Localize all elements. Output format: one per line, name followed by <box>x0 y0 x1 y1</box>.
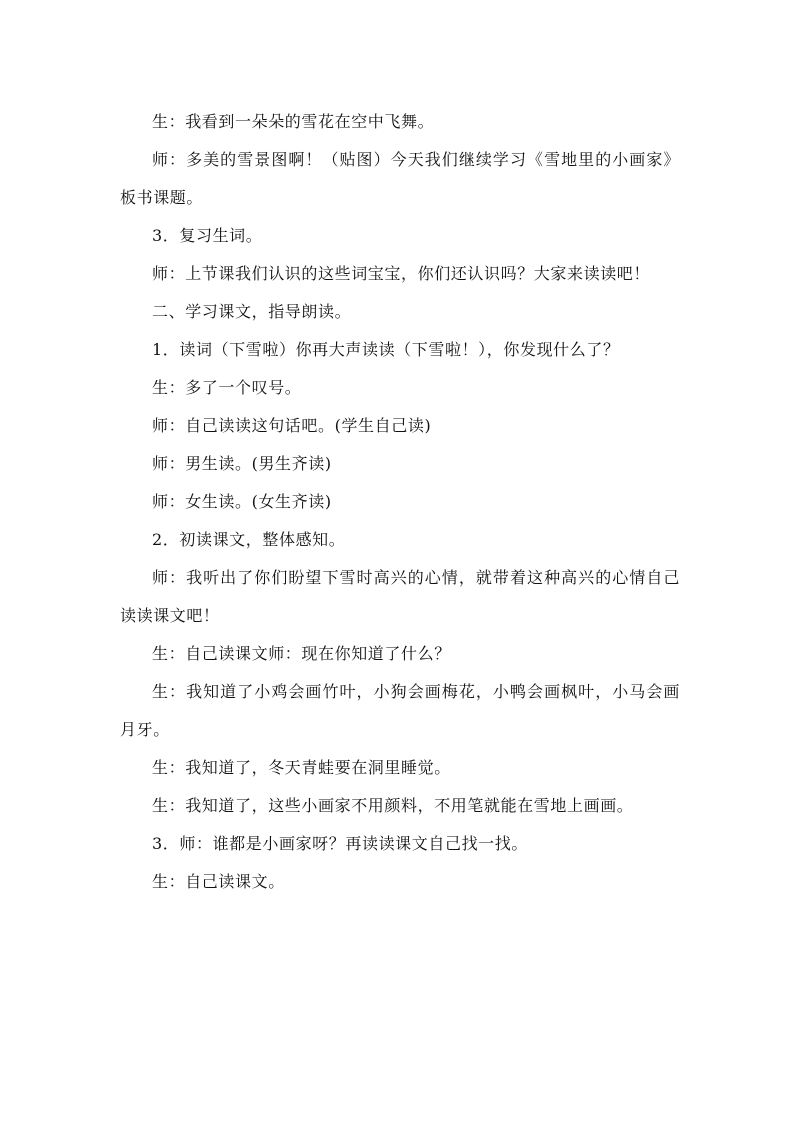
paragraph: 师：多美的雪景图啊！（贴图）今天我们继续学习《雪地里的小画家》板书课题。 <box>120 150 680 207</box>
paragraph: 生：多了一个叹号。 <box>152 378 302 397</box>
paragraph: 生：我看到一朵朵的雪花在空中飞舞。 <box>152 112 435 131</box>
paragraph: 师：女生读。(女生齐读) <box>152 492 332 511</box>
document-body <box>120 103 680 901</box>
paragraph: 生：我知道了，这些小画家不用颜料，不用笔就能在雪地上画画。 <box>152 796 634 815</box>
paragraph: 3．复习生词。 <box>152 226 263 245</box>
paragraph: 1．读词（下雪啦）你再大声读读（下雪啦！），你发现什么了？ <box>152 340 620 359</box>
paragraph: 生：自己读课文。 <box>152 872 285 891</box>
paragraph: 师：我听出了你们盼望下雪时高兴的心情，就带着这种高兴的心情自己读读课文吧！ <box>120 568 680 625</box>
paragraph: 师：自己读读这句话吧。(学生自己读) <box>152 416 432 435</box>
paragraph: 3．师：谁都是小画家呀？再读读课文自己找一找。 <box>152 834 528 853</box>
paragraph: 生：自己读课文师：现在你知道了什么？ <box>152 644 451 663</box>
paragraph: 生：我知道了小鸡会画竹叶，小狗会画梅花，小鸭会画枫叶，小马会画月牙。 <box>120 682 680 739</box>
paragraph: 2．初读课文，整体感知。 <box>152 530 346 549</box>
section-heading: 二、学习课文，指导朗读。 <box>152 302 352 321</box>
paragraph: 生：我知道了，冬天青蛙要在洞里睡觉。 <box>152 758 451 777</box>
paragraph: 师：上节课我们认识的这些词宝宝，你们还认识吗？大家来读读吧！ <box>152 264 651 283</box>
paragraph: 师：男生读。(男生齐读) <box>152 454 332 473</box>
